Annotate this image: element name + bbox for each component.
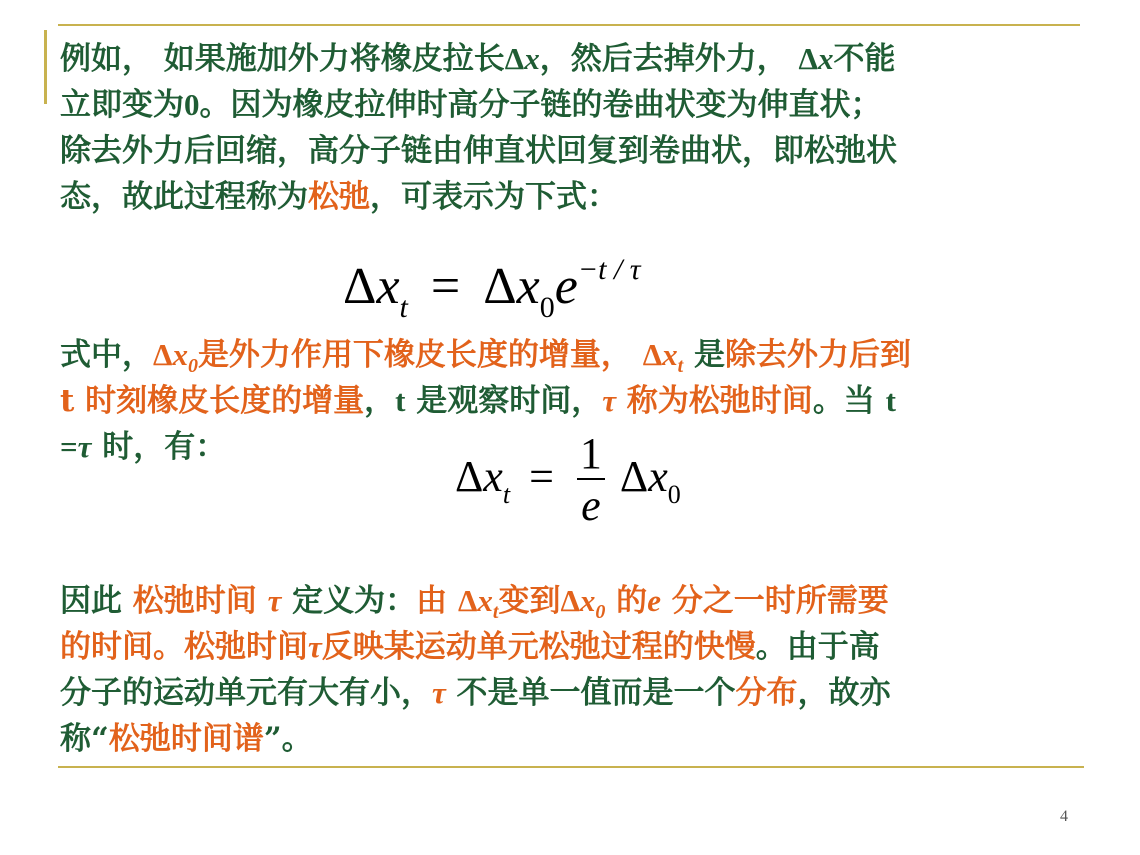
fraction-one-over-e: $\frac{1}{e}$ bbox=[577, 430, 605, 532]
term-relaxation-spectrum: 松弛时间谱 bbox=[108, 721, 264, 757]
paragraph-relaxation-time-definition bbox=[60, 578, 1090, 762]
equation-relaxation-decay: $\Delta x_t = \Delta x_0e^{-t / \tau}$ bbox=[343, 253, 641, 324]
text-line: 因此 松弛时间 τ 定义为：由 $\Delta x_t$变到$\Delta x_0$ 的e 分之一时所需要 bbox=[60, 583, 889, 624]
text-line: t 时刻橡皮长度的增量，t 是观察时间，τ 称为松弛时间。当 t bbox=[60, 383, 896, 419]
top-rule bbox=[58, 24, 1080, 26]
text-line: 立即变为0。因为橡皮拉伸时高分子链的卷曲状变为伸直状； bbox=[60, 87, 882, 123]
text-line: 例如， 如果施加外力将橡皮拉长Δx，然后去掉外力， Δx不能 bbox=[60, 41, 896, 77]
text-line: 称“松弛时间谱”。 bbox=[60, 721, 313, 757]
left-accent-bar bbox=[44, 30, 47, 104]
equation-relaxation-at-tau: $\Delta x_t$ = $\frac{1}{e}$ $\Delta x_0$ bbox=[455, 429, 681, 530]
bottom-rule bbox=[58, 766, 1084, 768]
text-line: 式中，$\Delta x_0$是外力作用下橡皮长度的增量， $\Delta x_t$ 是除去外力后到 bbox=[60, 337, 912, 378]
text-line: 分子的运动单元有大有小，τ 不是单一值而是一个分布，故亦 bbox=[60, 675, 891, 711]
page-number: 4 bbox=[1060, 808, 1068, 825]
slide-body bbox=[60, 36, 1090, 762]
term-relaxation: 松弛 bbox=[308, 179, 370, 215]
text-line: =τ 时，有： bbox=[60, 429, 227, 465]
paragraph-relaxation-intro bbox=[60, 36, 1090, 220]
text-line: 除去外力后回缩，高分子链由伸直状回复到卷曲状，即松弛状 bbox=[60, 133, 897, 169]
text-line: 态，故此过程称为松弛，可表示为下式： bbox=[60, 179, 618, 215]
text-line: 的时间。松弛时间τ反映某运动单元松弛过程的快慢。由于高 bbox=[60, 629, 880, 665]
